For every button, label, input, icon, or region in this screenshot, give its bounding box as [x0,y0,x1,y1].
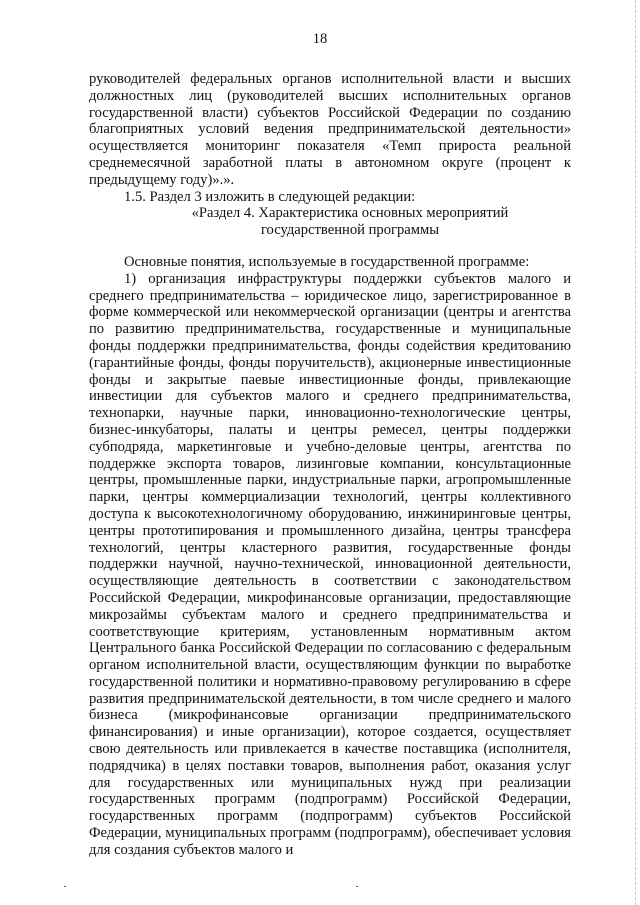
amendment-item-1-5: 1.5. Раздел 3 изложить в следующей редакции: [124,188,416,205]
continuation-paragraph: руководителей федеральных органов исполнительной власти и высших должностных лиц (руководителей высших исполнительных органов государственной власти) субъектов Российской Федерации по созданию благоприятных условий ведения предпринимательской деятельности» осуществляется мониторинг показателя «Темп прироста реальной среднемесячной заработной платы в автономном округе (процент к предыдущему году)».». [89,71,571,188]
basic-concepts-intro: Основные понятия, используемые в государственной программе: [124,253,530,270]
page-number: 18 [312,31,328,47]
scan-edge-line [634,0,636,905]
section-heading-line2: государственной программы [260,222,440,239]
spacer [89,239,571,254]
section-heading-line1: «Раздел 4. Характеристика основных мероприятий [191,205,509,222]
scan-speck [64,886,66,887]
scan-speck [356,886,358,887]
document-body [89,71,571,859]
definition-paragraph-1: 1) организация инфраструктуры поддержки субъектов малого и среднего предпринимательства – юридическое лицо, зарегистрированное в форме коммерческой или некоммерческой организации (центры и агентства по развитию предпринимательства, государственные и муниципальные фонды поддержки предпринимательства, фонды содействия кредитованию (гарантийные фонды, фонды поручительств), акционерные инвестиционные фонды и закрытые паевые инвестиционные фонды, привлекающие инвестиции для субъектов малого и среднего предпринимательства, технопарки, научные парки, инновационно-технологические центры, бизнес-инкубаторы, палаты и центры ремесел, центры поддержки субподряда, маркетинговые и учебно-деловые центры, агентства по поддержке экспорта товаров, лизинговые компании, консультационные центры, промышленные парки, индустриальные парки, агропромышленные парки, центры коммерциализации технологий, центры коллективного доступа к высокотехнологичному оборудованию, инжиниринговые центры, центры прототипирования и промышленного дизайна, центры трансфера технологий, центры кластерного развития, государственные фонды поддержки научной, научно-технической, инновационной деятельности, осуществляющие деятельность в соответствии с законодательством Российской Федерации, микрофинансовые организации, предоставляющие микрозаймы субъектам малого и среднего предпринимательства и соответствующие критериям, установленным нормативным актом Центрального банка Российской Федерации по согласованию с федеральным органом исполнительной власти, осуществляющим функции по выработке государственной политики и нормативно-правовому регулированию в сфере развития предпринимательской деятельности, в том числе среднего и малого бизнеса (микрофинансовые организации предпринимательского финансирования) и иные организации), которое создается, осуществляет свою деятельность или привлекается в качестве поставщика (исполнителя, подрядчика) в целях поставки товаров, выполнения работ, оказания услуг для государственных или муниципальных нужд при реализации государственных программ (подпрограмм) Российской Федерации, государственных программ (подпрограмм) субъектов Российской Федерации, муниципальных программ (подпрограмм), обеспечивает условия для создания субъектов малого и [89,270,571,858]
